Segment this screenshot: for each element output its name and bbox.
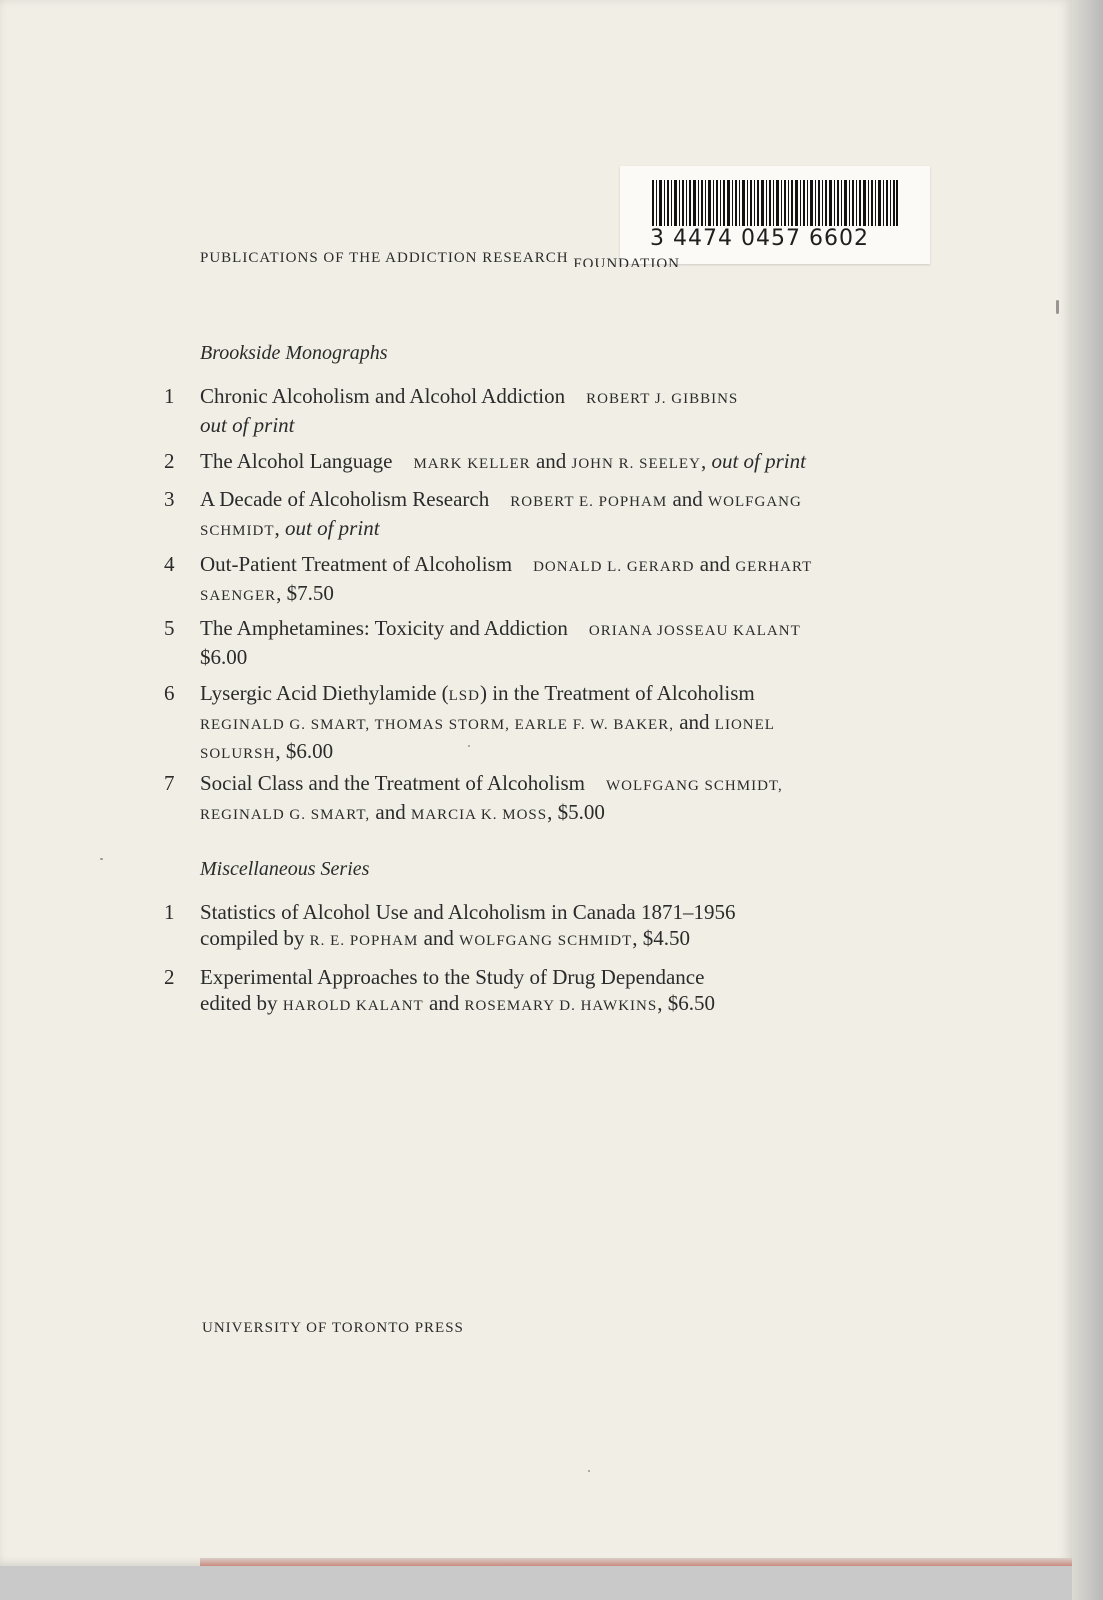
item-title: ) in the Treatment of Alcoholism (479, 681, 755, 705)
item-and: and (672, 487, 703, 511)
item-author: ROSEMARY D. HAWKINS (464, 998, 658, 1014)
item-price: $7.50 (286, 581, 334, 605)
cover-edge (200, 1558, 1072, 1566)
page-shadow (1072, 0, 1103, 1600)
item-author: SAENGER (200, 588, 277, 604)
item-title: Experimental Approaches to the Study of Drug Dependance (200, 965, 705, 989)
brookside-title: Brookside Monographs (200, 342, 388, 364)
item-author: WOLFGANG SCHMIDT (459, 933, 633, 949)
barcode-number: 3 4474 0457 6602 (650, 226, 869, 251)
item-author: DONALD L. GERARD (533, 559, 695, 575)
item-number: 3 (164, 487, 175, 511)
item-and: and (699, 552, 731, 576)
item-number: 1 (164, 384, 175, 408)
item-note: out of print (200, 413, 295, 437)
item-author: MARCIA K. MOSS (410, 807, 548, 823)
item-and: and (423, 926, 454, 950)
item-author: SCHMIDT (200, 523, 275, 539)
item-title: The Alcohol Language (200, 449, 393, 473)
list-item: 2 Experimental Approaches to the Study of Drug Dependance edited by HAROLD KALANT and ROSEMARY D. HAWKINS, $6.50 (164, 965, 715, 1015)
item-note: out of print (711, 449, 806, 473)
list-item: 6 Lysergic Acid Diethylamide (LSD) in the Treatment of Alcoholism REGINALD G. SMART, THOMAS STORM, EARLE F. W. BAKER, and LIONEL SOLURSH, $6.00 (164, 681, 775, 763)
speck-mark (1056, 300, 1059, 314)
list-item: 1 Statistics of Alcohol Use and Alcoholism in Canada 1871–1956 compiled by R. E. POPHAM and WOLFGANG SCHMIDT, $4.50 (164, 900, 736, 950)
item-authors: REGINALD G. SMART, THOMAS STORM, EARLE F. W. BAKER, (200, 717, 674, 733)
item-number: 7 (164, 771, 175, 795)
item-title: Out-Patient Treatment of Alcoholism (200, 552, 513, 576)
item-author: MARK KELLER (413, 456, 531, 472)
list-item (164, 383, 904, 438)
item-author: ROBERT E. POPHAM (510, 494, 668, 510)
item-author: R. E. POPHAM (309, 933, 419, 949)
item-and: and (428, 991, 460, 1015)
item-price: $5.00 (557, 800, 605, 824)
item-and: and (375, 800, 406, 824)
item-author: SOLURSH (200, 746, 276, 762)
barcode-icon (652, 180, 898, 226)
header-text: PUBLICATIONS OF THE ADDICTION RESEARCH (200, 250, 569, 266)
item-author: REGINALD G. SMART, (200, 807, 371, 823)
item-title: Social Class and the Treatment of Alcoholism (200, 771, 585, 795)
item-author: HAROLD KALANT (282, 998, 424, 1014)
item-number: 5 (164, 616, 175, 640)
item-number: 6 (164, 681, 175, 705)
speck-mark (468, 745, 470, 747)
item-note: out of print (285, 516, 380, 540)
item-number: 2 (164, 449, 175, 473)
header-partial: FOUNDATION (573, 256, 681, 267)
item-and: and (679, 710, 710, 734)
item-number: 4 (164, 552, 175, 576)
item-author: GERHART (735, 559, 813, 575)
item-price: $6.50 (667, 991, 715, 1015)
item-author: WOLFGANG (708, 494, 802, 510)
item-prefix: edited by (200, 991, 278, 1015)
list-item: 3 A Decade of Alcoholism Research ROBERT E. POPHAM and WOLFGANG SCHMIDT, out of print (164, 487, 802, 540)
item-title: Lysergic Acid Diethylamide ( (200, 681, 449, 705)
publisher-imprint: UNIVERSITY OF TORONTO PRESS (202, 1320, 464, 1336)
list-item: 4 Out-Patient Treatment of Alcoholism DONALD L. GERARD and GERHART SAENGER, $7.50 (164, 552, 813, 605)
item-prefix: compiled by (200, 926, 305, 950)
item-authors: ROBERT J. GIBBINS (586, 391, 739, 407)
item-price: $6.00 (285, 739, 334, 763)
item-number: 2 (164, 965, 175, 989)
item-and: and (535, 449, 567, 473)
item-title: Statistics of Alcohol Use and Alcoholism in Canada 1871–1956 (200, 900, 736, 924)
item-author: WOLFGANG SCHMIDT, (605, 778, 783, 794)
series-header (200, 250, 691, 267)
item-title-lsd: LSD (448, 688, 480, 704)
item-price: $4.50 (642, 926, 691, 950)
item-author: JOHN R. SEELEY (571, 456, 701, 472)
item-author: LIONEL (714, 717, 775, 733)
item-number: 1 (164, 900, 175, 924)
item-price: $6.00 (200, 645, 248, 669)
item-author: ORIANA JOSSEAU KALANT (588, 623, 801, 639)
speck-mark (100, 858, 103, 860)
item-title: The Amphetamines: Toxicity and Addiction (200, 616, 568, 640)
item-title: A Decade of Alcoholism Research (200, 487, 490, 511)
speck-mark (588, 1470, 590, 1472)
list-item: 7 Social Class and the Treatment of Alcoholism WOLFGANG SCHMIDT, REGINALD G. SMART, and MARCIA K. MOSS, $5.00 (164, 771, 783, 824)
item-title: Chronic Alcoholism and Alcohol Addiction (200, 384, 566, 408)
list-item: 2 The Alcohol Language MARK KELLER and JOHN R. SEELEY, out of print (164, 449, 806, 473)
misc-title: Miscellaneous Series (200, 858, 370, 880)
list-item (164, 615, 904, 670)
